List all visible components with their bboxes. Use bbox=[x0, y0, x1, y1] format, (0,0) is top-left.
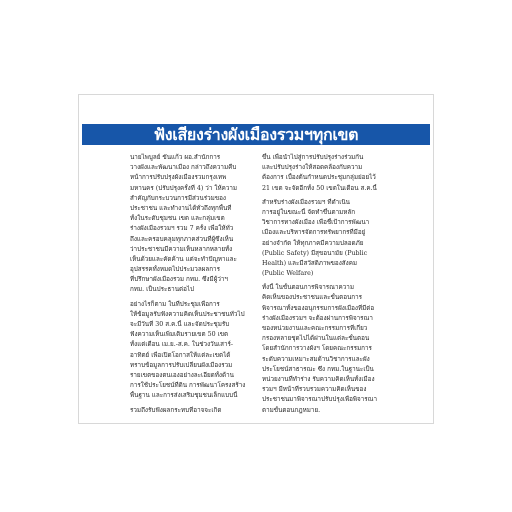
article-line: พื้นฐาน และการส่งเสริมชุมชนเล็กแบบนี้ bbox=[130, 392, 238, 400]
article-line: อุปสรรคทั้งหมดไปประมวลผลการ bbox=[130, 266, 220, 274]
article-line: นายไพบูลย์ ขันแก้ว ผอ.สำนักการ bbox=[130, 154, 221, 161]
article-line: ร่างผังเมืองรวมฯ รวม 7 ครั้ง เพื่อให้ทั่ว bbox=[130, 225, 234, 233]
article-line: เห็นด้วยและคัดค้าน แต่จะทำปัญหาและ bbox=[130, 255, 237, 263]
article-line: ถึงและครอบคลุมทุกภาคส่วนที่ผู้ซึ่งเห็น bbox=[130, 235, 234, 243]
article-line: โดยสำนักการวางผังฯ โดยคณะกรรมการ bbox=[262, 345, 372, 353]
article-line: รวมถึงรับฟังผลกระทบที่อาจจะเกิด bbox=[130, 406, 222, 414]
article-line: เมืองและบริหารจัดการทรัพยากรที่มีอยู่ bbox=[262, 229, 366, 237]
article-line: อย่างไรก็ตาม ในที่ประชุมเพื่อการ bbox=[130, 300, 220, 308]
article-line: หน่วยงานที่ทำร่าง รับความคิดเห็นทั้งเมือง bbox=[262, 375, 375, 383]
article-line: ร่างผังเมืองรวมฯ จะต้องผ่านการพิจารณา bbox=[262, 314, 373, 322]
article-line: พิจารณาทั้งของอนุกรรมการผังเมืองที่มีต่อ bbox=[262, 304, 375, 312]
article-line: ให้ข้อมูลรับฟังความคิดเห็นประชาชนทั่วไป bbox=[130, 310, 245, 318]
article-line: ทั้งนี้ ในขั้นตอนการพิจารณาความ bbox=[262, 284, 354, 292]
article-line: ขึ้น เพื่อนำไปสู่การปรับปรุงร่างร่วมกัน bbox=[262, 154, 364, 161]
article-line: ทั้งแต่เดือน เม.ย.-ส.ค. ในช่วงวันเสาร์- bbox=[130, 341, 234, 349]
article-line: (Public Safety) มีสุขอนามัย (Public bbox=[262, 249, 368, 257]
article-line: ประชาชน และทำงานได้ทั่วถึงทุกพื้นที่ bbox=[130, 204, 232, 212]
article-line: ที่ปรึกษาผังเมืองรวม กทม. ซึ่งมีผู้ว่าฯ bbox=[130, 276, 228, 284]
article-line: รายเขตของตนเองอย่างละเอียดทั้งด้าน bbox=[130, 371, 234, 379]
article-line: การใช้ประโยชน์ที่ดิน การพัฒนาโครงสร้าง bbox=[130, 382, 246, 390]
article-line: ของหน่วยงานและคณะกรรมการที่เกี่ยว bbox=[262, 325, 368, 332]
article-line: ทั้งในระดับชุมชน เขต และกลุ่มเขต bbox=[130, 215, 225, 223]
article-headline: ฟังเสียงร่างผังเมืองรวมฯทุกเขต bbox=[82, 124, 430, 145]
article-line: อย่างจำกัด ให้ทุกภาคมีความปลอดภัย bbox=[262, 239, 364, 247]
article-line: ฟังความเห็นเพิ่มเติมรายเขต 50 เขต bbox=[130, 331, 229, 339]
article-line: ตามขั้นตอนกฎหมาย. bbox=[262, 406, 321, 414]
article-line: ว่าประชาชนมีความเห็นหลากหลายทั้ง bbox=[130, 245, 233, 253]
article-line: ระดับความเหมาะสมด้านวิชาการและผัง bbox=[262, 355, 370, 363]
article-line: มหานคร (ปรับปรุงครั้งที่ 4) ว่า ให้ความ bbox=[130, 184, 238, 192]
article-column-left bbox=[130, 153, 254, 416]
article-line: จะมีวันที่ 30 ส.ค.นี้ และจัดประชุมรับ bbox=[130, 321, 230, 328]
article-line: วิชาการทางผังเมือง เพื่อชี้เป้าการพัฒนา bbox=[262, 219, 370, 227]
article-line: ต้องการ เบื้องต้นกำหนดประชุมกลุ่มย่อยไว้ bbox=[262, 174, 376, 182]
article-line: ประชาชนมาพิจารณาปรับปรุงเพื่อพิจารณา bbox=[262, 396, 378, 404]
article-line: 21 เขต จะจัดอีกทั้ง 50 เขตในเดือน ส.ค.นี้ bbox=[262, 184, 377, 192]
article-line: หน้าการปรับปรุงผังเมืองรวมกรุงเทพ bbox=[130, 174, 227, 182]
article-line: วางผังและพัฒนาเมือง กล่าวถึงความคืบ bbox=[130, 164, 237, 172]
article-line: (Public Welfare) bbox=[262, 270, 314, 278]
article-line: สำคัญกับกระบวนการมีส่วนร่วมของ bbox=[130, 194, 226, 202]
article-line: ทราบข้อมูลการปรับเปลี่ยนผังเมืองรวม bbox=[130, 361, 233, 369]
article-line: สำหรับร่างผังเมืองรวมฯ ที่ดำเนิน bbox=[262, 198, 350, 206]
article-column-right bbox=[262, 153, 386, 416]
article-line: คิดเห็นของประชาชนและขั้นตอนการ bbox=[262, 294, 363, 302]
article-line: Health) และมีสวัสดิภาพของสังคม bbox=[262, 259, 358, 267]
article-line: อาทิตย์ เพื่อเปิดโอกาสให้แต่ละเขตได้ bbox=[130, 351, 231, 359]
article-line: และปรับปรุงร่างให้สอดคล้องกับความ bbox=[262, 164, 363, 172]
article-line: รวมฯ มีหน้าที่รวบรวมความคิดเห็นของ bbox=[262, 386, 367, 394]
article-line: กทม. เป็นประธานต่อไป bbox=[130, 286, 195, 294]
article-line: กรองหลายชุดไปได้ผ่านในแต่ละขั้นตอน bbox=[262, 335, 370, 343]
article-line: ประโยชน์สาธารณะ ซึ่ง กทม.ในฐานะเป็น bbox=[262, 365, 374, 373]
article-line: การอยู่ในขณะนี้ จัดทำขึ้นตามหลัก bbox=[262, 208, 356, 216]
